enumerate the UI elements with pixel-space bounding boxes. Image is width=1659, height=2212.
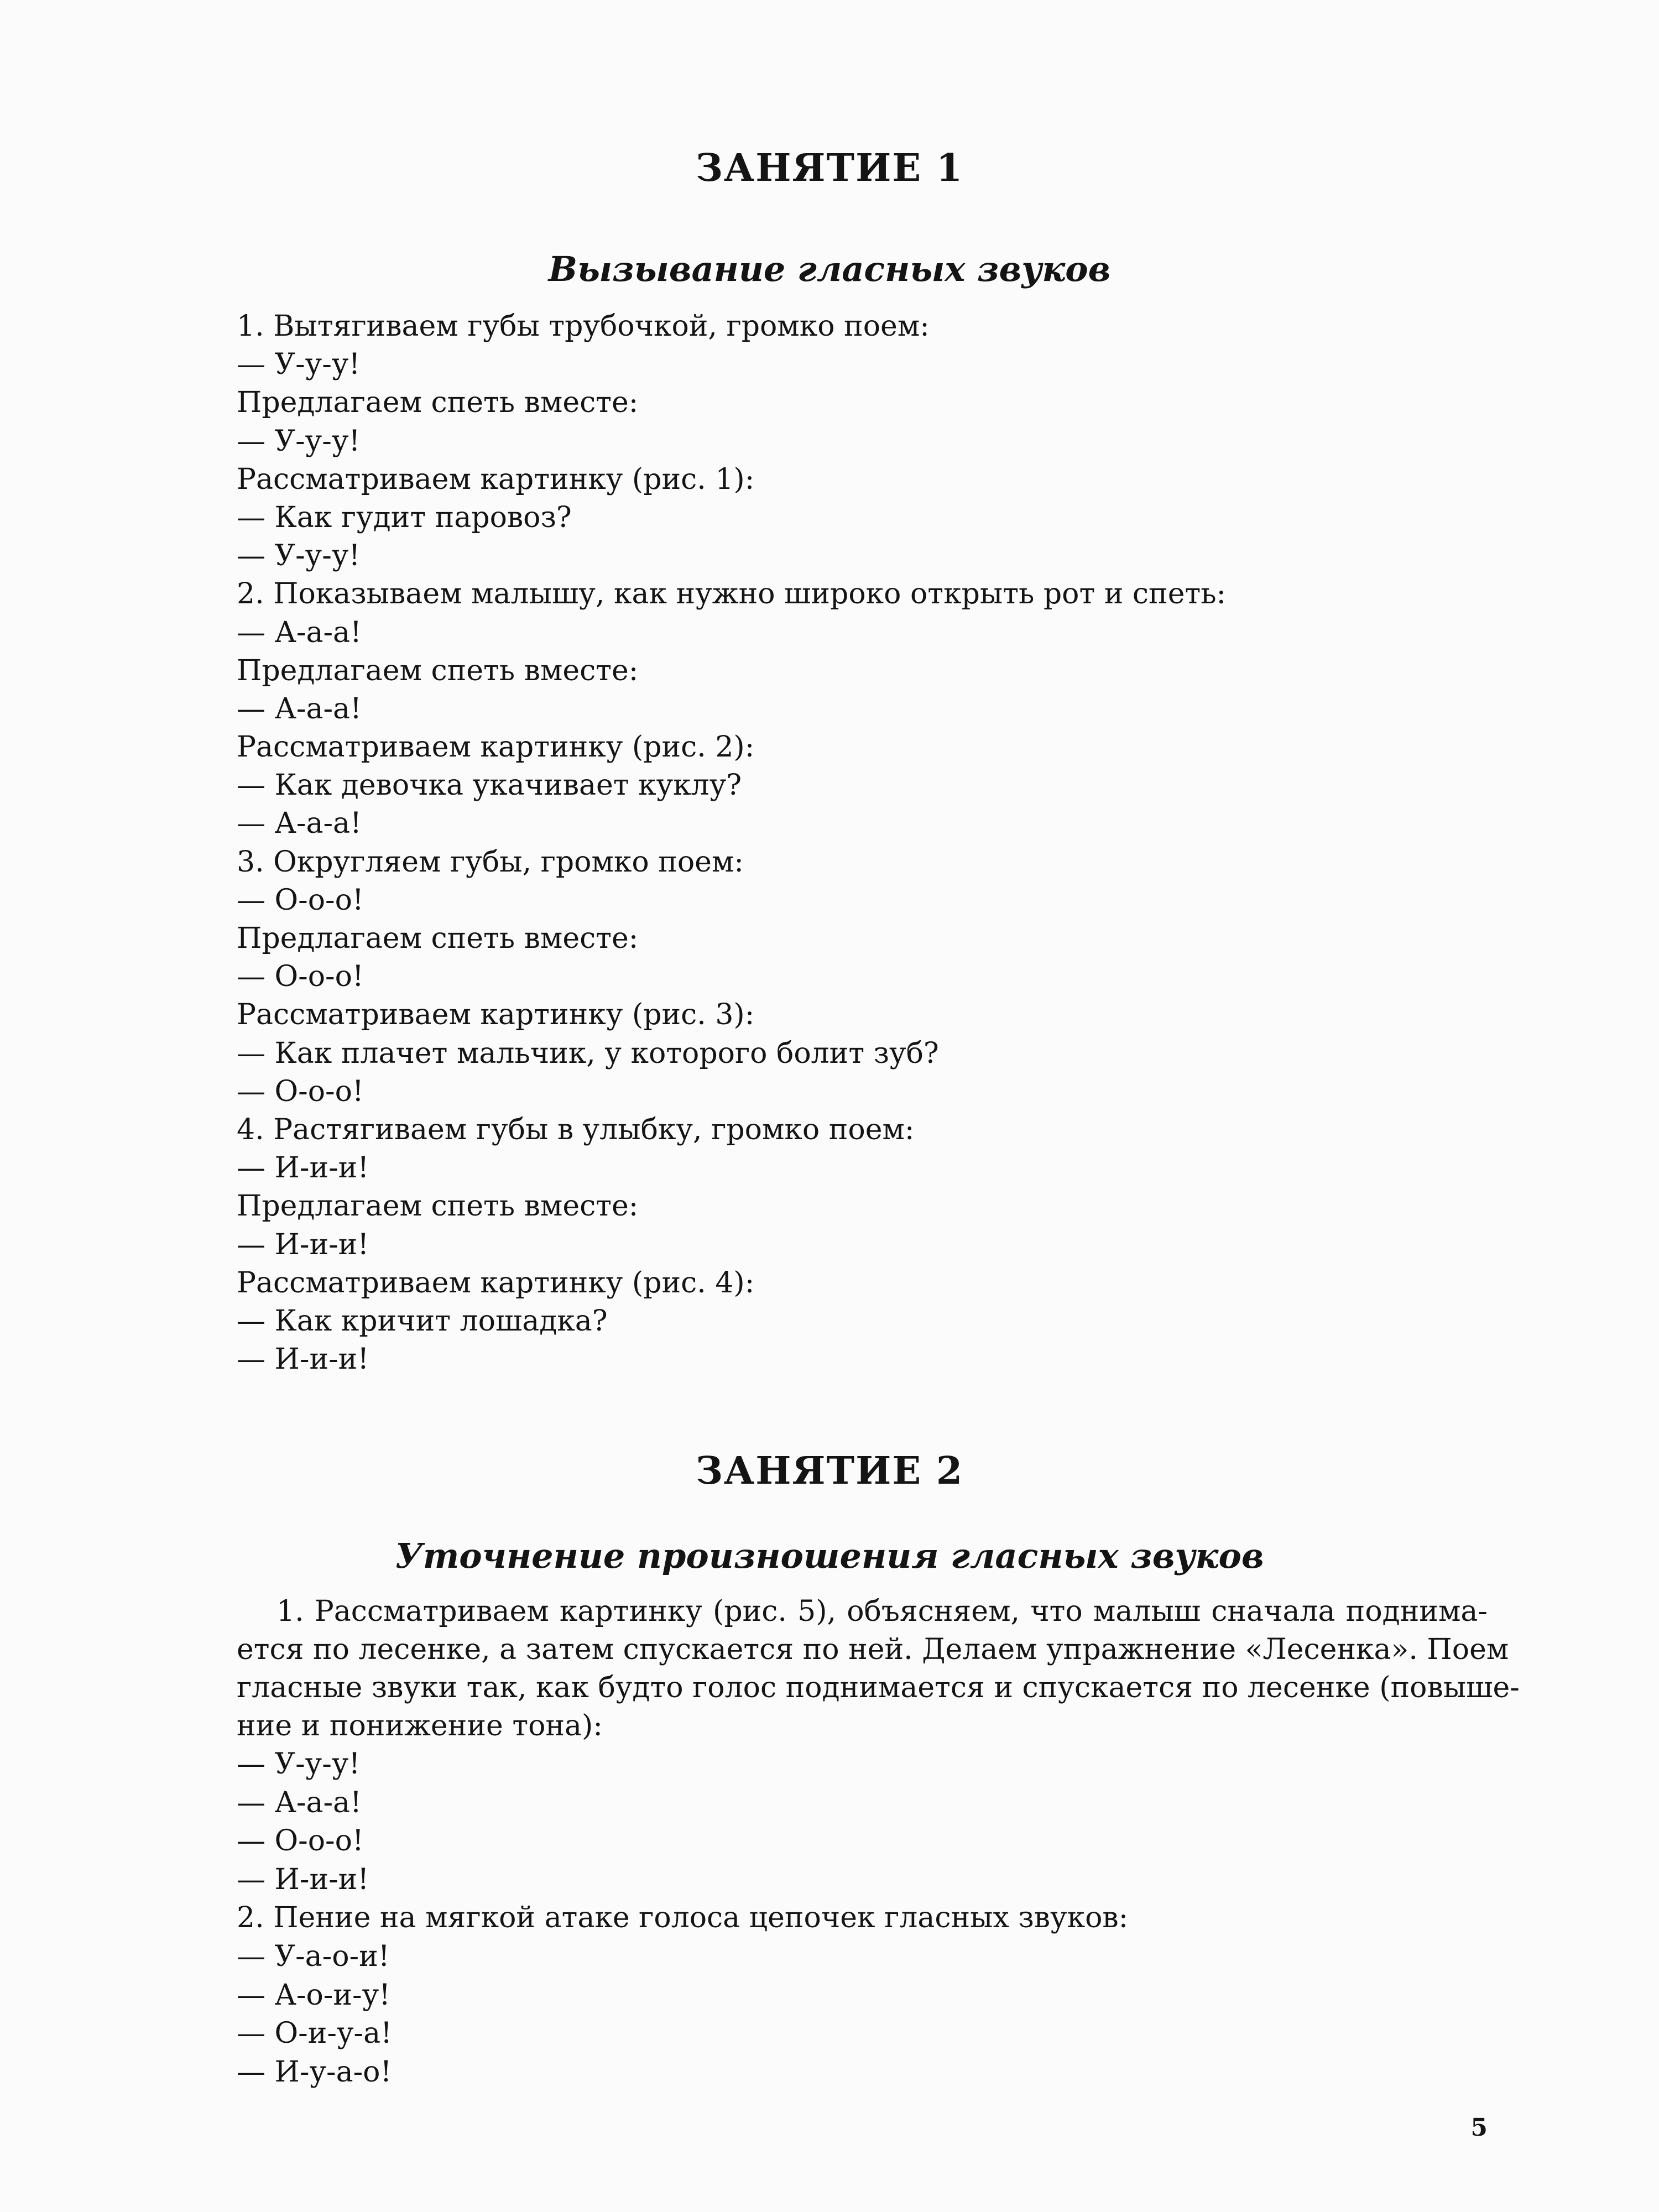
text-line: — О-о-о! [237,883,364,917]
paragraph-line: гласные звуки так, как будто голос поднимается и спускается по лесенке (повыше- [237,1671,1520,1704]
text-line: Рассматриваем картинку (рис. 2): [237,731,755,764]
text-line: — О-о-о! [237,1074,364,1108]
text-line: Предлагаем спеть вместе: [237,1190,639,1223]
lesson-2-title: ЗАНЯТИЕ 2 [695,1449,964,1493]
text-line: — У-у-у! [237,1747,361,1781]
text-line: — У-у-у! [237,539,361,573]
text-line: — А-о-и-у! [237,1978,391,2012]
text-line: — Как плачет мальчик, у которого болит зуб? [237,1036,939,1070]
text-line: — А-а-а! [237,1786,362,1819]
lesson-1-title: ЗАНЯТИЕ 1 [695,146,964,190]
lesson-2-body [237,1745,1486,2091]
text-line: — А-а-а! [237,615,362,649]
text-line: Рассматриваем картинку (рис. 4): [237,1266,755,1300]
text-line: 3. Округляем губы, громко поем: [237,845,744,879]
text-line: Рассматриваем картинку (рис. 3): [237,998,755,1032]
text-line: — А-а-а! [237,807,362,841]
text-line: Предлагаем спеть вместе: [237,654,639,687]
lesson-1-body [237,307,1486,1379]
text-line: — У-у-у! [237,348,361,382]
text-line: — У-у-у! [237,424,361,458]
text-line: 2. Пение на мягкой атаке голоса цепочек гласных звуков: [237,1901,1129,1935]
text-line: Рассматриваем картинку (рис. 1): [237,462,755,496]
text-line: 4. Растягиваем губы в улыбку, громко поем: [237,1113,915,1146]
text-line: — Как гудит паровоз? [237,500,572,534]
lesson-1-subtitle: Вызывание гласных звуков [548,249,1111,289]
text-line: 1. Вытягиваем губы трубочкой, громко поем: [237,310,930,343]
text-line: Предлагаем спеть вместе: [237,386,639,420]
lesson-2-subtitle: Уточнение произношения гласных звуков [395,1536,1264,1576]
text-line: — А-а-а! [237,692,362,726]
text-line: — У-а-о-и! [237,1939,390,1973]
text-line: — Как кричит лошадка? [237,1304,608,1338]
text-line: — Как девочка укачивает куклу? [237,769,742,802]
lesson-2-paragraph [237,1593,1520,1745]
text-line: — О-о-о! [237,960,364,994]
text-line: — И-и-и! [237,1228,369,1261]
text-line: 2. Показываем малышу, как нужно широко открыть рот и спеть: [237,577,1227,611]
text-line: — И-у-а-о! [237,2055,392,2089]
text-line: — И-и-и! [237,1151,369,1185]
paragraph-line: 1. Рассматриваем картинку (рис. 5), объясняем, что малыш сначала поднима- [276,1595,1488,1628]
paragraph-line: ется по лесенке, а затем спускается по ней. Делаем упражнение «Лесенка». Поем [237,1633,1509,1666]
text-line: — О-о-о! [237,1824,364,1858]
paragraph-line: ние и понижение тона): [237,1709,603,1743]
text-line: — И-и-и! [237,1343,369,1376]
text-line: — И-и-и! [237,1863,369,1896]
text-line: — О-и-у-а! [237,2017,393,2051]
text-line: Предлагаем спеть вместе: [237,922,639,955]
page-number: 5 [1470,2114,1488,2142]
